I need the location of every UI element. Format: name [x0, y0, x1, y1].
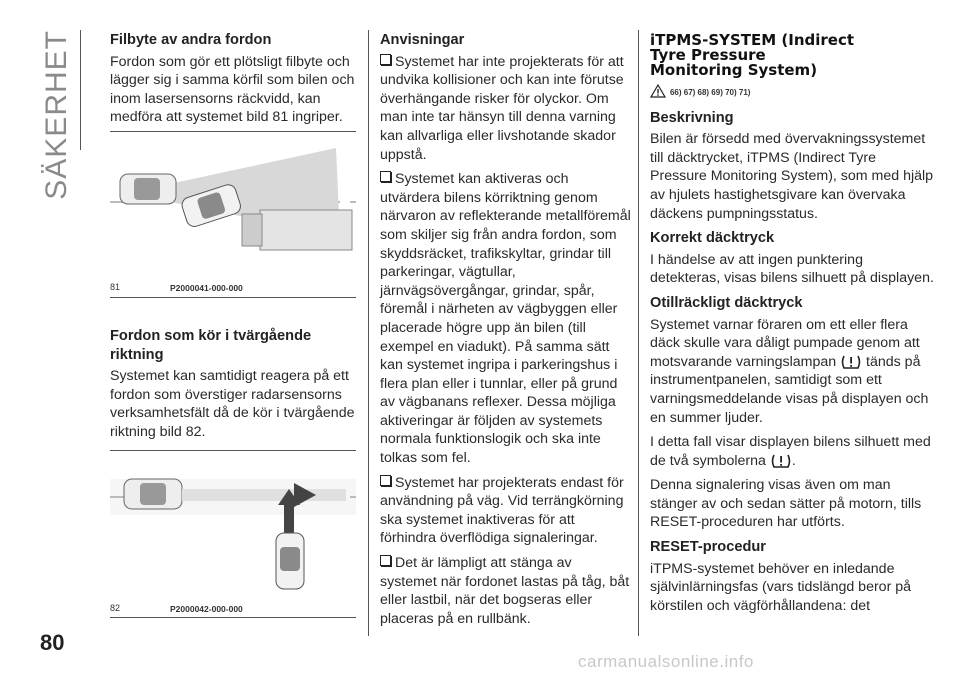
- paragraph-lane-change: Fordon som gör ett plötsligt filbyte och lägger sig i samma körfil som bilen och inom lasersensorns räckvidd, kan medföra att systemet bild 81 ingriper.: [110, 53, 355, 126]
- section-title: SÄKERHET: [40, 30, 73, 200]
- bullet-square-icon: [380, 475, 391, 486]
- figure-81: [110, 131, 356, 298]
- tpms-title-line-1: iTPMS-SYSTEM (Indirect: [650, 31, 855, 49]
- bullet-square-icon: [380, 171, 391, 182]
- lane-change-illustration: [110, 140, 356, 270]
- column-2: [380, 31, 632, 634]
- column-3: [650, 33, 934, 621]
- warning-ref-numbers: 66) 67) 68) 69) 70) 71): [669, 88, 751, 97]
- warning-refs: [650, 82, 934, 103]
- heading-description: Beskrivning: [650, 109, 734, 126]
- side-rule: [80, 30, 81, 150]
- paragraph-low-pressure: Systemet varnar föraren om ett eller flera däck skulle vara dåligt pumpade genom att motsvarande varningslampan tänds på instrumentpanelen, samtidigt som ett varningsmeddelande visas på displayen och en summer ljuder.: [650, 316, 929, 426]
- paragraph-correct-pressure: I händelse av att ingen punktering detekteras, visas bilens silhuett på displayen.: [650, 251, 934, 287]
- column-1-top: [110, 31, 360, 133]
- page-number: 80: [40, 630, 65, 655]
- figure-82-label: 82: [110, 603, 121, 613]
- bullet-square-icon: [380, 555, 391, 566]
- heading-instructions: Anvisningar: [380, 32, 465, 48]
- cross-traffic-illustration: [110, 459, 356, 591]
- instruction-4: Det är lämpligt att stänga av systemet när fordonet lastas på tåg, båt eller lastbil, när det bogseras eller placeras på en rullbänk.: [380, 555, 630, 627]
- paragraph-description: Bilen är försedd med övervakningssystemet till däcktrycket, iTPMS (Indirect Tyre Pressure Monitoring System), som med hjälp av hjulets hastighetsgivare kan övervaka däckens pumpningsstatus.: [650, 131, 934, 222]
- figure-82: [110, 450, 356, 618]
- heading-lane-change: Filbyte av andra fordon: [110, 32, 272, 48]
- bullet-square-icon: [380, 54, 391, 65]
- tpms-title-line-3: Monitoring System): [650, 61, 818, 79]
- heading-correct-pressure: Korrekt däcktryck: [650, 230, 775, 247]
- tyre-pressure-warning-icon: [840, 353, 862, 371]
- paragraph-signal-persists: Denna signalering visas även om man stänger av och sedan sätter på motorn, tills RESET-proceduren har utförts.: [650, 477, 922, 531]
- column-divider-2: [638, 30, 639, 636]
- column-1-middle: [110, 327, 360, 448]
- figure-81-label: 81: [110, 282, 121, 292]
- figure-81-code: P2000041-000-000: [170, 283, 243, 293]
- instruction-3: Systemet har projekterats endast för användning på väg. Vid terrängkörning ska systemet inaktiveras för att förhindra överflödiga signaleringar.: [380, 474, 624, 547]
- heading-low-pressure: Otillräckligt däcktryck: [650, 294, 803, 311]
- warning-triangle-icon: [650, 84, 666, 98]
- figure-82-code: P2000042-000-000: [170, 604, 243, 614]
- column-divider-1: [368, 30, 369, 636]
- heading-cross-traffic: Fordon som kör i tvärgående riktning: [110, 328, 312, 363]
- paragraph-reset: iTPMS-systemet behöver en inledande självinlärningsfas (vars tidslängd beror på körstilen och vägförhållandena: det: [650, 560, 912, 614]
- paragraph-display-symbols: I detta fall visar displayen bilens silhuett med de två symbolerna .: [650, 434, 931, 469]
- watermark: carmanualsonline.info: [578, 652, 754, 671]
- heading-reset: RESET-procedur: [650, 539, 766, 556]
- tpms-title-line-2: Tyre Pressure: [650, 46, 766, 64]
- instruction-1: Systemet har inte projekterats för att undvika kollisioner och kan inte förutse överhängande risker för olyckor. Om man inte tar hänsyn till denna varning kan allvarliga eller livshotande skador uppstå.: [380, 53, 624, 163]
- paragraph-cross-traffic: Systemet kan samtidigt reagera på ett fordon som överstiger radarsensorns verksamhetsfält då de kör i tvärgående riktning bild 82.: [110, 368, 355, 440]
- tyre-pressure-symbol-icon: [770, 452, 792, 470]
- instruction-2: Systemet kan aktiveras och utvärdera bilens körriktning genom närvaron av reflekterande metallföremål som skiljer sig från andra fordon, som skyddsräcket, trafikskyltar, grindar till parkeringar, vägtullar, järnvägsövergångar, grindar, spår, föremål i närheten av vägbyggen eller placerade högre upp än bilen (till exempel en viadukt). På samma sätt kan systemet ingripa i parkeringshus i flera plan eller i tunnlar, eller på grund av vägbanans reflexer. Dessa möjliga aktiveringar är följden av systemets normala funktionslogik och ska inte tolkas som fel.: [380, 171, 631, 467]
